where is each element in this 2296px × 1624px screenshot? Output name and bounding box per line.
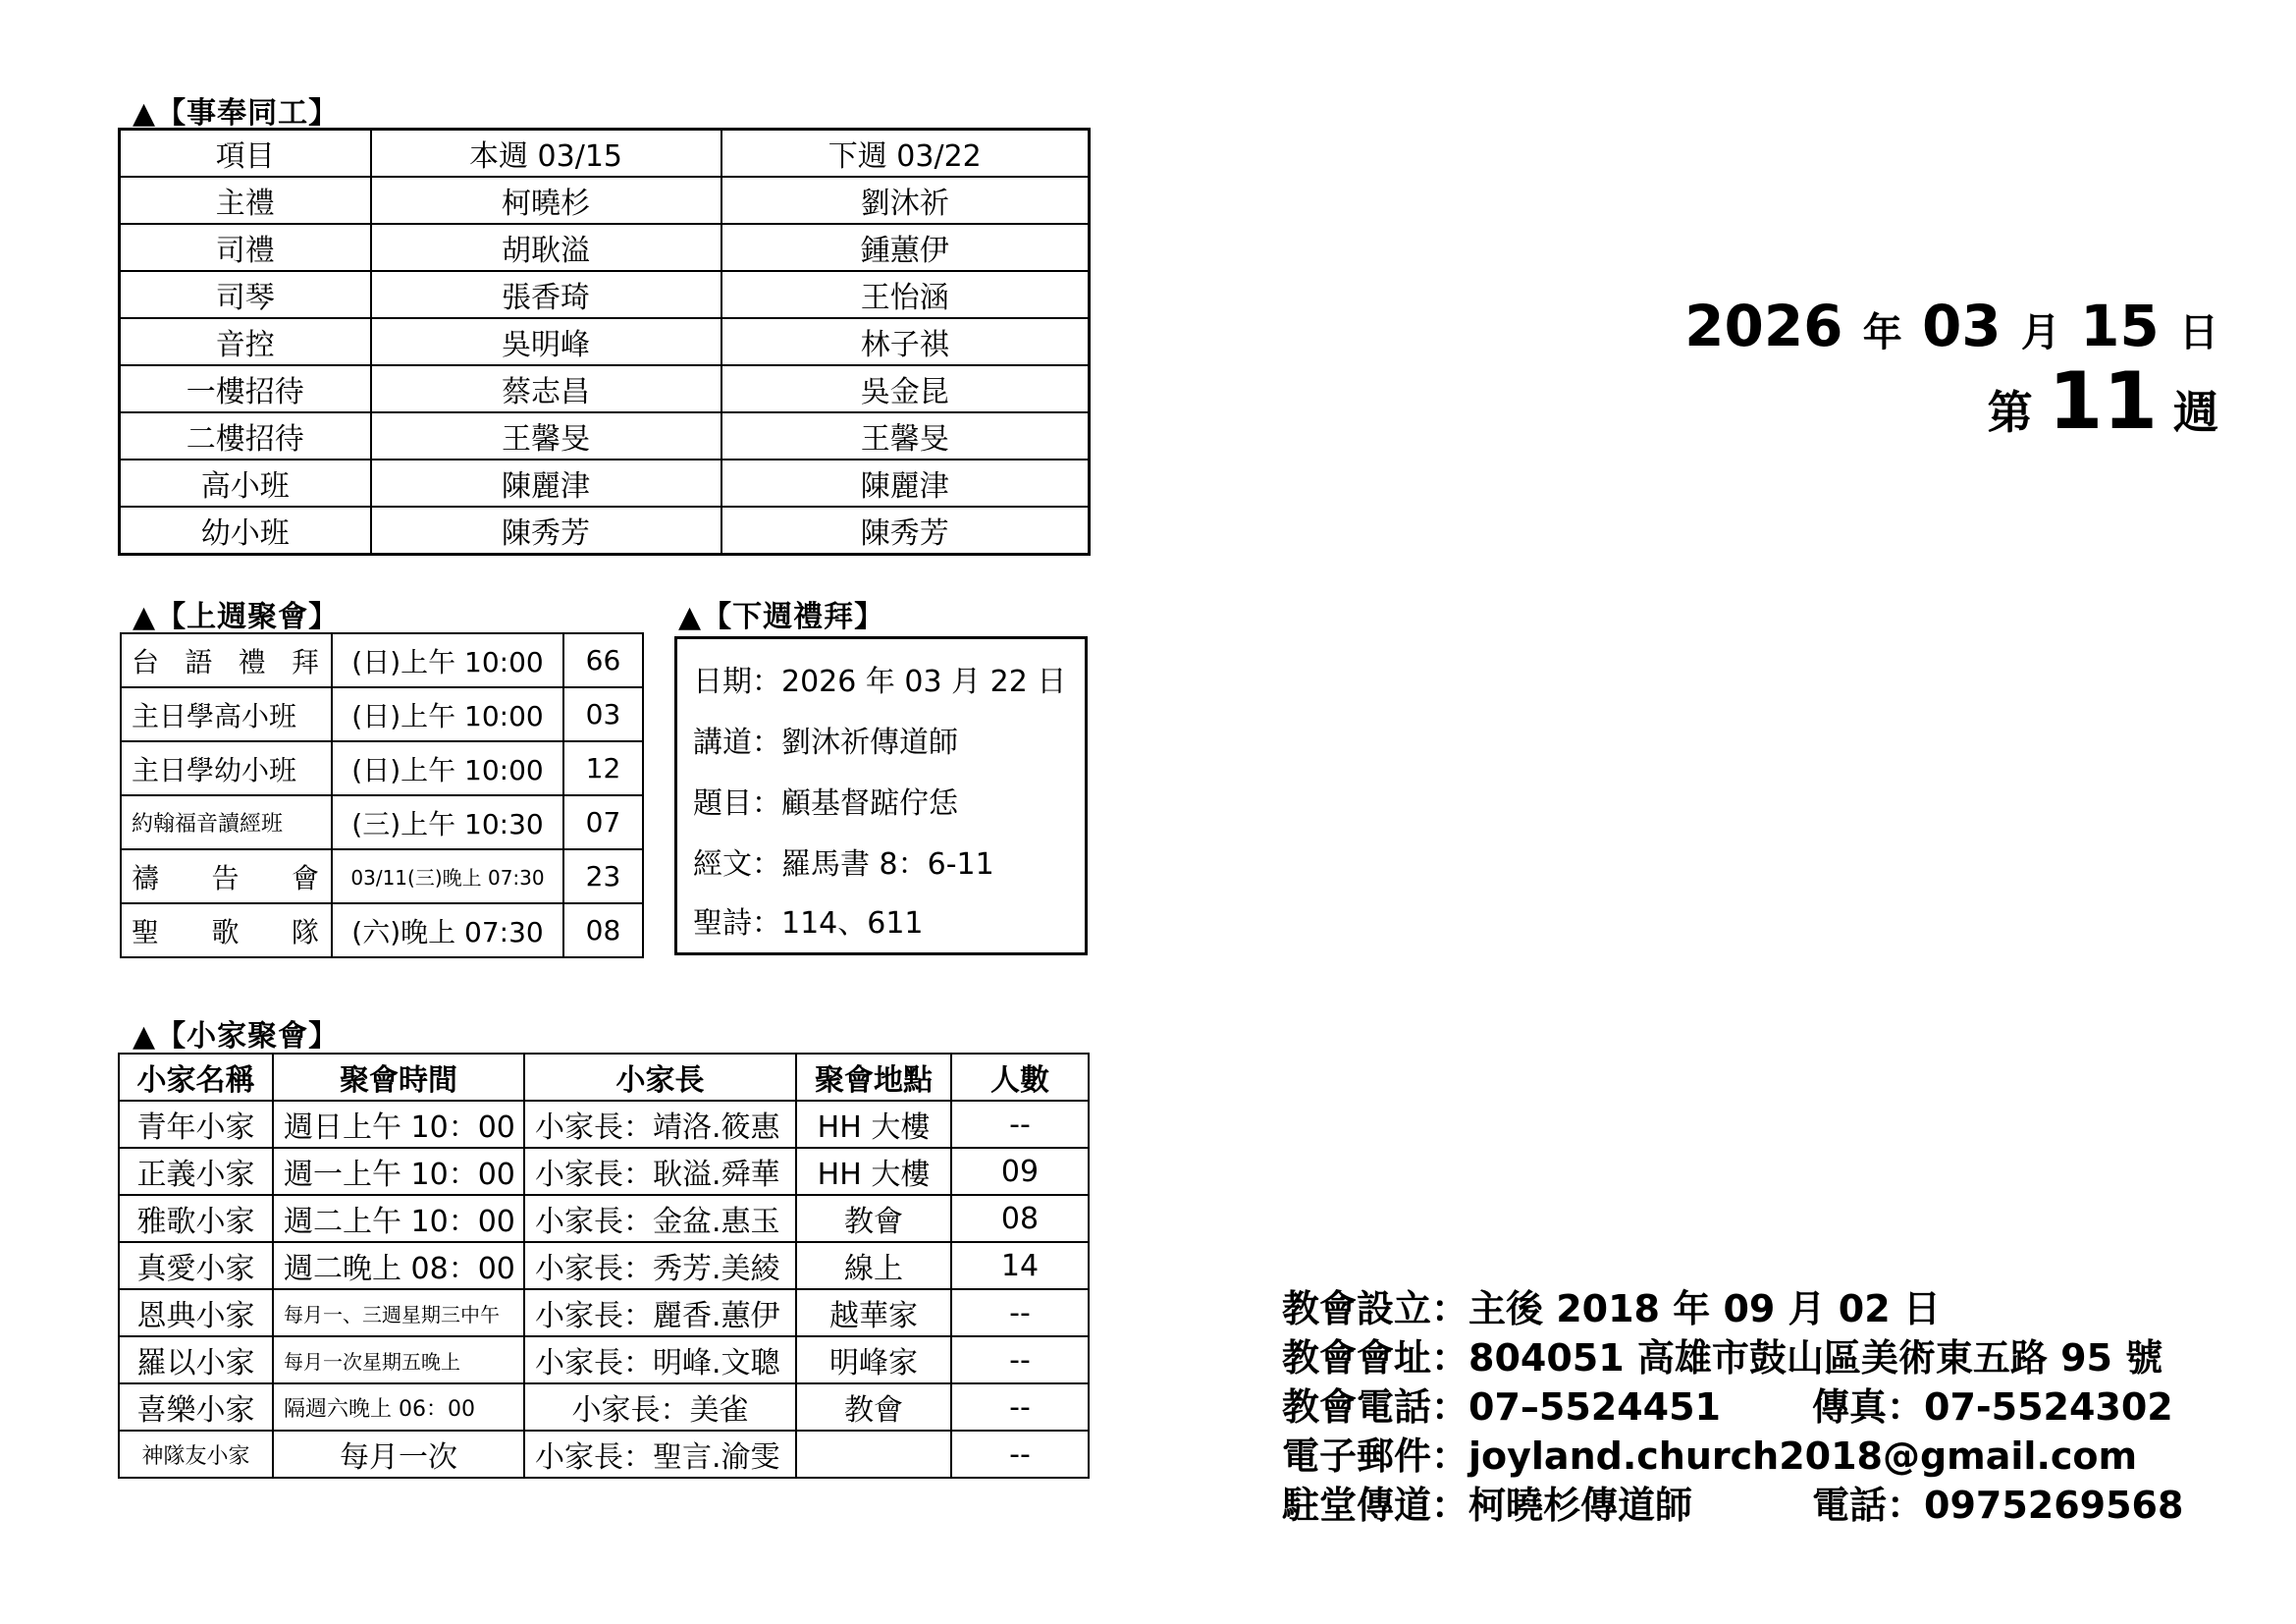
group-name: 喜樂小家	[119, 1383, 273, 1431]
meeting-count: 08	[563, 903, 643, 957]
staff-role: 司禮	[120, 224, 371, 271]
group-time: 週一上午 10：00	[273, 1148, 524, 1195]
group-time: 每月一次	[273, 1431, 524, 1478]
staff-header-this-week: 本週 03/15	[371, 130, 721, 178]
meeting-count: 66	[563, 633, 643, 687]
staff-role: 一樓招待	[120, 365, 371, 412]
church-founded: 教會設立：主後 2018 年 09 月 02 日	[1282, 1287, 1941, 1330]
staff-role: 主禮	[120, 177, 371, 224]
church-info	[1282, 1284, 2184, 1530]
staff-next-week: 王怡涵	[721, 271, 1090, 318]
group-location: 越華家	[796, 1289, 951, 1336]
church-email: 電子郵件：joyland.church2018@gmail.com	[1282, 1435, 2138, 1478]
meeting-name: 禱 告 會	[121, 849, 332, 903]
next-week-hymns: 聖詩：114、611	[693, 906, 924, 941]
group-leader: 小家長：秀芳.美綾	[524, 1242, 796, 1289]
group-leader: 小家長：金盆.惠玉	[524, 1195, 796, 1242]
group-location	[796, 1431, 951, 1478]
staff-header-item: 項目	[120, 130, 371, 178]
group-leader: 小家長：耿溢.舜華	[524, 1148, 796, 1195]
group-count: 14	[951, 1242, 1089, 1289]
table-row	[119, 1383, 1089, 1431]
group-count: 08	[951, 1195, 1089, 1242]
date-month: 03	[1921, 293, 2002, 359]
group-name: 羅以小家	[119, 1336, 273, 1383]
date-year: 2026	[1684, 293, 1843, 359]
staff-this-week: 陳麗津	[371, 460, 721, 507]
group-leader: 小家長：靖洛.筱惠	[524, 1101, 796, 1148]
staff-next-week: 陳麗津	[721, 460, 1090, 507]
staff-this-week: 蔡志昌	[371, 365, 721, 412]
staff-role: 司琴	[120, 271, 371, 318]
meeting-count: 23	[563, 849, 643, 903]
staff-this-week: 王馨旻	[371, 412, 721, 460]
group-count: --	[951, 1336, 1089, 1383]
table-row	[120, 177, 1090, 224]
staff-next-week: 王馨旻	[721, 412, 1090, 460]
church-phone: 教會電話：07–5524451	[1282, 1385, 1721, 1429]
groups-header-name: 小家名稱	[119, 1054, 273, 1101]
group-time: 隔週六晚上 06：00	[273, 1383, 524, 1431]
week-prefix: 第	[1987, 386, 2033, 439]
staff-table	[118, 128, 1091, 556]
meeting-time: (日)上午 10:00	[332, 687, 563, 741]
meeting-name: 主日學幼小班	[121, 741, 332, 795]
group-time: 週二上午 10：00	[273, 1195, 524, 1242]
group-name: 恩典小家	[119, 1289, 273, 1336]
staff-this-week: 柯曉杉	[371, 177, 721, 224]
table-row	[120, 460, 1090, 507]
meeting-name: 聖 歌 隊	[121, 903, 332, 957]
next-week-date: 日期：2026 年 03 月 22 日	[693, 665, 1067, 699]
group-location: 線上	[796, 1242, 951, 1289]
staff-next-week: 陳秀芳	[721, 507, 1090, 555]
table-row	[119, 1336, 1089, 1383]
group-count: --	[951, 1383, 1089, 1431]
group-count: --	[951, 1289, 1089, 1336]
church-preacher: 駐堂傳道：柯曉杉傳道師	[1282, 1484, 1693, 1527]
group-name: 雅歌小家	[119, 1195, 273, 1242]
meeting-time: (日)上午 10:00	[332, 741, 563, 795]
staff-role: 音控	[120, 318, 371, 365]
meeting-time: (六)晚上 07:30	[332, 903, 563, 957]
group-leader: 小家長：美雀	[524, 1383, 796, 1431]
staff-next-week: 林子祺	[721, 318, 1090, 365]
staff-role: 幼小班	[120, 507, 371, 555]
staff-role: 二樓招待	[120, 412, 371, 460]
group-count: --	[951, 1101, 1089, 1148]
group-time: 週二晚上 08：00	[273, 1242, 524, 1289]
meeting-count: 12	[563, 741, 643, 795]
meeting-time: (三)上午 10:30	[332, 795, 563, 849]
groups-header-time: 聚會時間	[273, 1054, 524, 1101]
group-leader: 小家長：麗香.蕙伊	[524, 1289, 796, 1336]
next-week-section-title: ▲【下週禮拜】	[678, 600, 885, 634]
staff-this-week: 陳秀芳	[371, 507, 721, 555]
meeting-count: 07	[563, 795, 643, 849]
table-row	[120, 507, 1090, 555]
meeting-time: (日)上午 10:00	[332, 633, 563, 687]
staff-this-week: 張香琦	[371, 271, 721, 318]
staff-next-week: 吳金昆	[721, 365, 1090, 412]
table-row	[121, 687, 643, 741]
table-row	[119, 1242, 1089, 1289]
group-time: 每月一次星期五晚上	[273, 1336, 524, 1383]
staff-next-week: 劉沐祈	[721, 177, 1090, 224]
table-row	[119, 1431, 1089, 1478]
bulletin-date	[1684, 293, 2218, 359]
last-week-table	[120, 632, 644, 958]
next-week-box	[674, 636, 1088, 955]
group-name: 青年小家	[119, 1101, 273, 1148]
church-fax: 傳真：07-5524302	[1812, 1385, 2173, 1429]
groups-header-leader: 小家長	[524, 1054, 796, 1101]
staff-next-week: 鍾蕙伊	[721, 224, 1090, 271]
table-row	[121, 741, 643, 795]
groups-table	[118, 1053, 1090, 1479]
week-suffix: 週	[2173, 386, 2218, 439]
date-day: 15	[2080, 293, 2160, 359]
group-location: 教會	[796, 1195, 951, 1242]
table-row	[120, 318, 1090, 365]
groups-section-title: ▲【小家聚會】	[133, 1019, 340, 1054]
group-location: 教會	[796, 1383, 951, 1431]
table-row	[120, 412, 1090, 460]
staff-this-week: 吳明峰	[371, 318, 721, 365]
week-number: 11	[2048, 355, 2158, 447]
church-preacher-phone: 電話：0975269568	[1812, 1484, 2184, 1527]
staff-section-title: ▲【事奉同工】	[133, 96, 340, 131]
table-row	[119, 1101, 1089, 1148]
meeting-count: 03	[563, 687, 643, 741]
table-row	[121, 633, 643, 687]
next-week-scripture: 經文：羅馬書 8：6-11	[693, 847, 994, 882]
table-row	[119, 1195, 1089, 1242]
next-week-topic: 題目：顧基督踮佇恁	[693, 786, 958, 821]
date-header	[1684, 293, 2218, 447]
group-location: HH 大樓	[796, 1101, 951, 1148]
group-leader: 小家長：明峰.文聰	[524, 1336, 796, 1383]
group-name: 神隊友小家	[119, 1431, 273, 1478]
date-year-unit: 年	[1862, 310, 1902, 355]
group-time: 週日上午 10：00	[273, 1101, 524, 1148]
group-name: 真愛小家	[119, 1242, 273, 1289]
group-count: 09	[951, 1148, 1089, 1195]
church-phone-line	[1282, 1382, 2173, 1432]
next-week-preacher: 講道：劉沐祈傳道師	[693, 726, 958, 760]
table-row	[121, 903, 643, 957]
group-time: 每月一、三週星期三中午	[273, 1289, 524, 1336]
bulletin-week	[1684, 355, 2218, 447]
last-week-section-title: ▲【上週聚會】	[133, 600, 340, 634]
meeting-name: 台 語 禮 拜	[121, 633, 332, 687]
table-row	[120, 271, 1090, 318]
staff-header-row	[120, 130, 1090, 178]
groups-header-count: 人數	[951, 1054, 1089, 1101]
table-row	[121, 849, 643, 903]
church-address: 教會會址：804051 高雄市鼓山區美術東五路 95 號	[1282, 1336, 2163, 1380]
meeting-name: 約翰福音讀經班	[121, 795, 332, 849]
meeting-name: 主日學高小班	[121, 687, 332, 741]
group-location: 明峰家	[796, 1336, 951, 1383]
group-name: 正義小家	[119, 1148, 273, 1195]
group-count: --	[951, 1431, 1089, 1478]
staff-header-next-week: 下週 03/22	[721, 130, 1090, 178]
group-leader: 小家長：聖言.渝雯	[524, 1431, 796, 1478]
meeting-time: 03/11(三)晚上 07:30	[332, 849, 563, 903]
staff-role: 高小班	[120, 460, 371, 507]
table-row	[119, 1148, 1089, 1195]
group-location: HH 大樓	[796, 1148, 951, 1195]
table-row	[119, 1289, 1089, 1336]
table-row	[120, 365, 1090, 412]
date-month-unit: 月	[2020, 310, 2060, 355]
table-row	[121, 795, 643, 849]
table-row	[120, 224, 1090, 271]
church-preacher-line	[1282, 1481, 2184, 1530]
groups-header-location: 聚會地點	[796, 1054, 951, 1101]
date-day-unit: 日	[2179, 310, 2218, 355]
staff-this-week: 胡耿溢	[371, 224, 721, 271]
groups-header-row	[119, 1054, 1089, 1101]
